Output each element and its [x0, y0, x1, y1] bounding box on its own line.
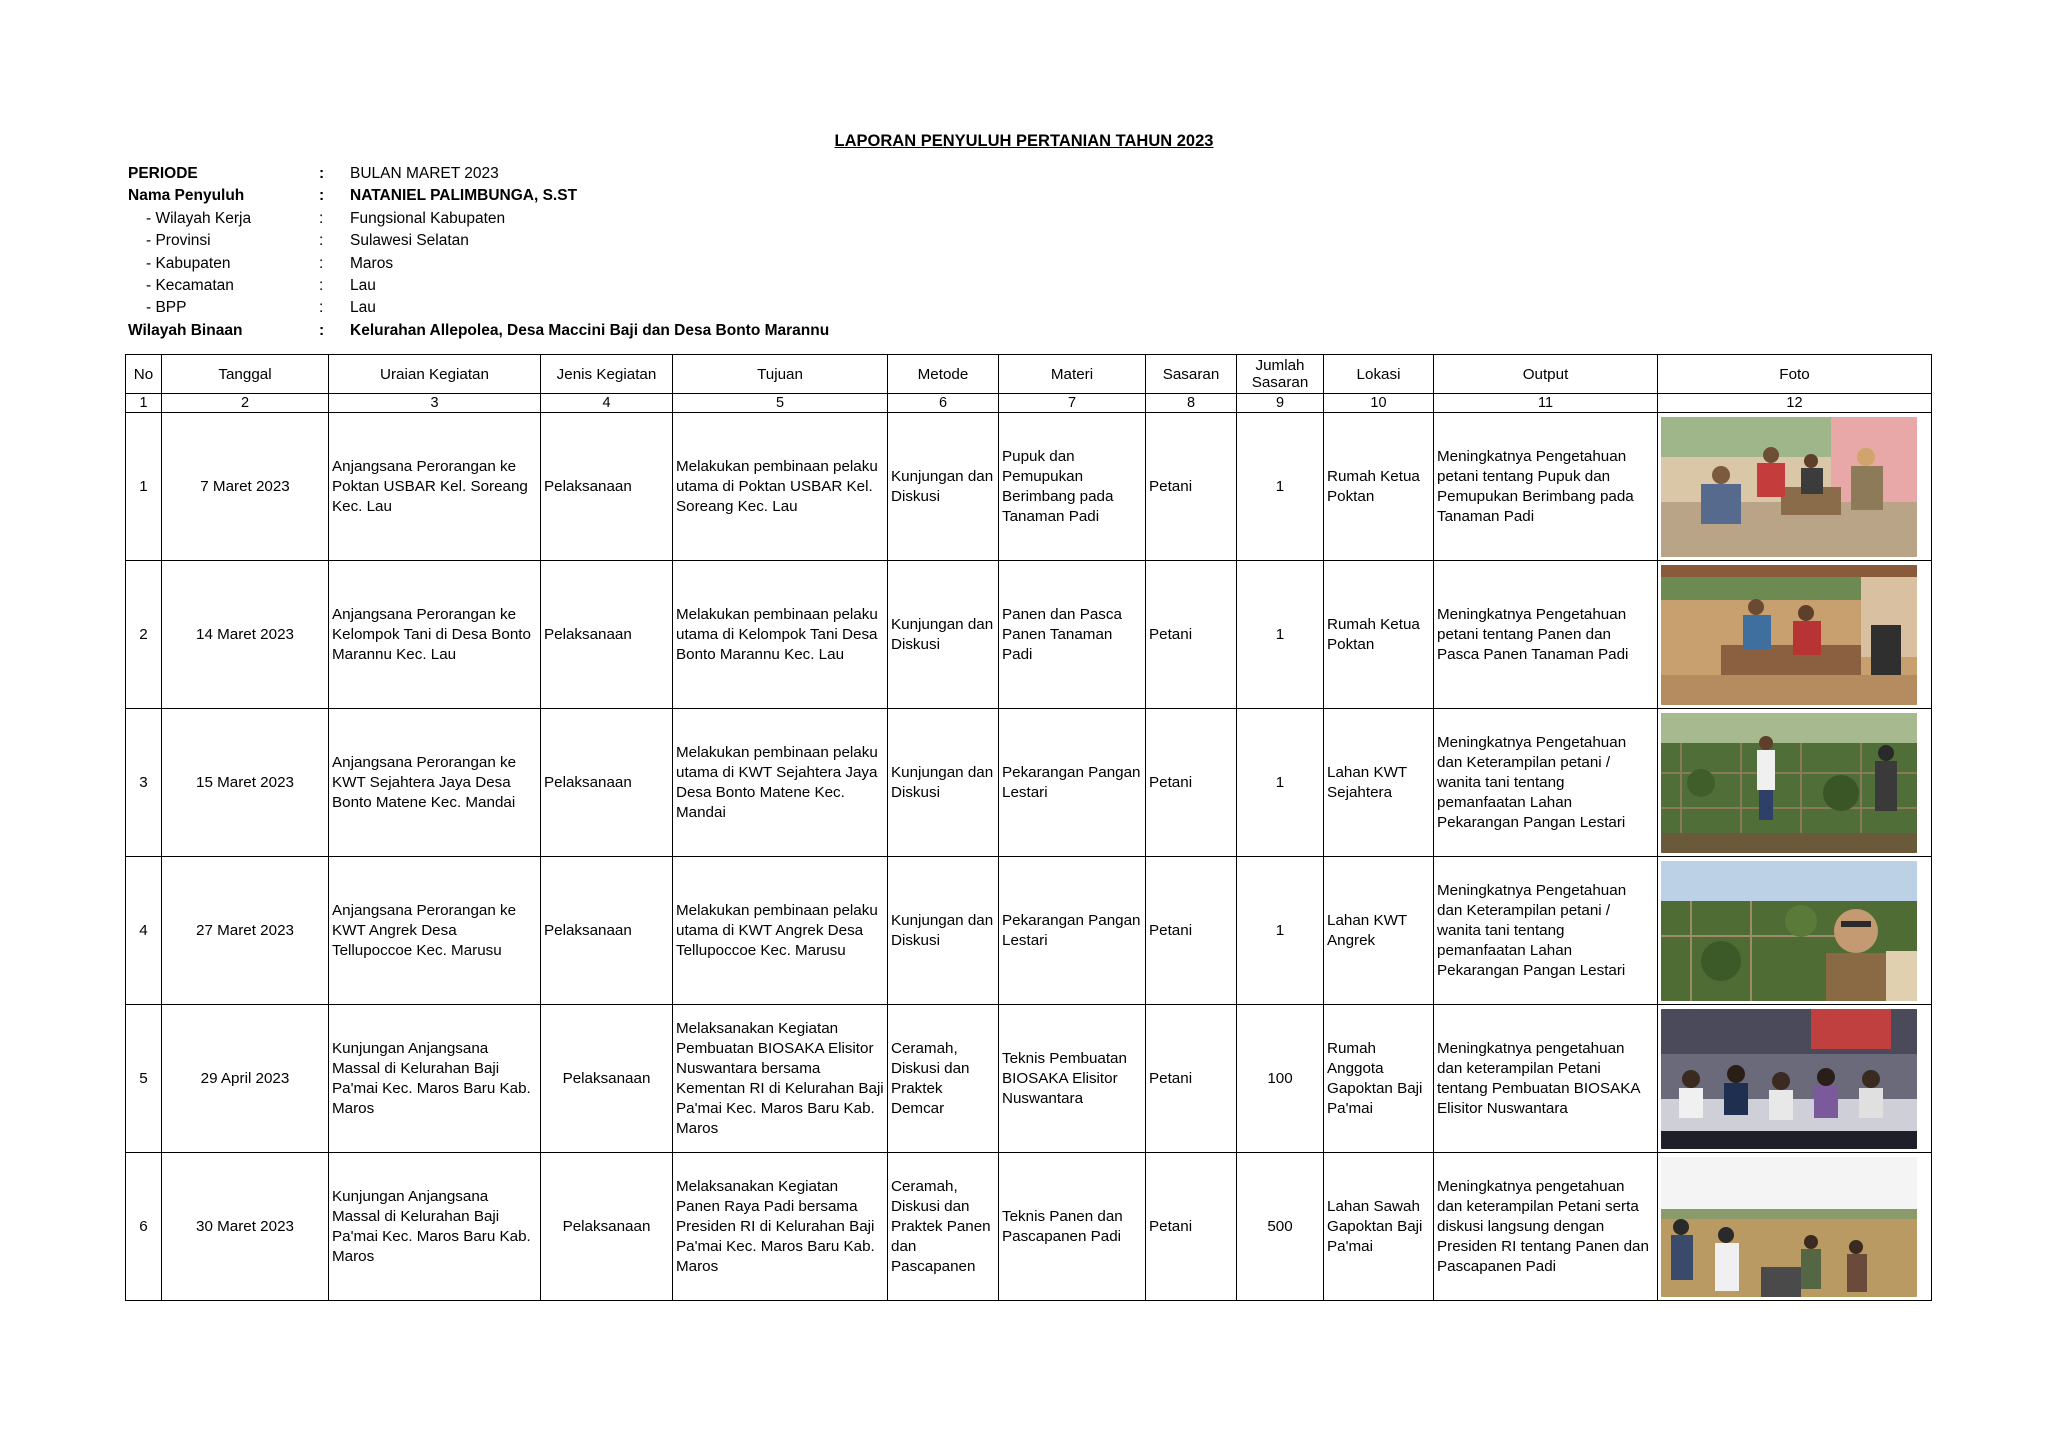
- cell-tujuan: Melakukan pembinaan pelaku utama di Poktan USBAR Kel. Soreang Kec. Lau: [673, 413, 888, 561]
- cell-sasaran: Petani: [1146, 857, 1237, 1005]
- column-number: 12: [1658, 394, 1932, 413]
- activity-photo: [1661, 861, 1917, 1001]
- cell-metode: Kunjungan dan Diskusi: [888, 561, 999, 709]
- cell-foto: [1658, 561, 1932, 709]
- cell-jumlah: 500: [1237, 1153, 1324, 1301]
- meta-label: PERIODE: [128, 165, 198, 182]
- cell-metode: Kunjungan dan Diskusi: [888, 857, 999, 1005]
- cell-foto: [1658, 1153, 1932, 1301]
- cell-sasaran: Petani: [1146, 709, 1237, 857]
- report-title: LAPORAN PENYULUH PERTANIAN TAHUN 2023: [834, 132, 1214, 150]
- column-header: Metode: [888, 355, 999, 394]
- cell-no: 1: [126, 413, 162, 561]
- meta-label: Nama Penyuluh: [128, 187, 245, 205]
- column-number: 7: [999, 394, 1146, 413]
- cell-metode: Ceramah, Diskusi dan Praktek Demcar: [888, 1005, 999, 1153]
- cell-lokasi: Lahan KWT Angrek: [1324, 857, 1434, 1005]
- cell-materi: Panen dan Pasca Panen Tanaman Padi: [999, 561, 1146, 709]
- cell-output: Meningkatnya Pengetahuan petani tentang Panen dan Pasca Panen Tanaman Padi: [1434, 561, 1658, 709]
- activity-photo: [1661, 417, 1917, 557]
- cell-tujuan: Melaksanakan Kegiatan Pembuatan BIOSAKA Elisitor Nuswantara bersama Kementan RI di Kelurahan Baji Pa'mai Kec. Maros Baru Kab. Maros: [673, 1005, 888, 1153]
- cell-metode: Kunjungan dan Diskusi: [888, 709, 999, 857]
- column-number: 8: [1146, 394, 1237, 413]
- meta-colon: :: [319, 299, 324, 317]
- cell-lokasi: Lahan Sawah Gapoktan Baji Pa'mai: [1324, 1153, 1434, 1301]
- column-header: No: [126, 355, 162, 394]
- cell-output: Meningkatnya Pengetahuan dan Keterampilan petani / wanita tani tentang pemanfaatan Lahan Pekarangan Pangan Lestari: [1434, 709, 1658, 857]
- cell-uraian: Kunjungan Anjangsana Massal di Kelurahan Baji Pa'mai Kec. Maros Baru Kab. Maros: [329, 1153, 541, 1301]
- cell-tanggal: 30 Maret 2023: [162, 1153, 329, 1301]
- meta-colon: :: [319, 187, 325, 205]
- meta-label: - BPP: [146, 299, 187, 317]
- column-header: Foto: [1658, 355, 1932, 394]
- cell-materi: Pekarangan Pangan Lestari: [999, 857, 1146, 1005]
- cell-tanggal: 7 Maret 2023: [162, 413, 329, 561]
- cell-jumlah: 1: [1237, 857, 1324, 1005]
- cell-jumlah: 1: [1237, 413, 1324, 561]
- table-row: [126, 857, 1932, 1005]
- meta-value: Sulawesi Selatan: [350, 232, 469, 250]
- cell-jumlah: 1: [1237, 561, 1324, 709]
- meta-value: Lau: [350, 299, 376, 317]
- table-row: [126, 709, 1932, 857]
- cell-sasaran: Petani: [1146, 1153, 1237, 1301]
- cell-uraian: Kunjungan Anjangsana Massal di Kelurahan Baji Pa'mai Kec. Maros Baru Kab. Maros: [329, 1005, 541, 1153]
- report-table: [125, 354, 1932, 1301]
- cell-output: Meningkatnya pengetahuan dan keterampilan Petani tentang Pembuatan BIOSAKA Elisitor Nuswantara: [1434, 1005, 1658, 1153]
- cell-sasaran: Petani: [1146, 561, 1237, 709]
- cell-foto: [1658, 709, 1932, 857]
- meta-label: - Kabupaten: [146, 254, 231, 272]
- cell-uraian: Anjangsana Perorangan ke KWT Angrek Desa Tellupoccoe Kec. Marusu: [329, 857, 541, 1005]
- column-header: Sasaran: [1146, 355, 1237, 394]
- column-header: Lokasi: [1324, 355, 1434, 394]
- meta-colon: :: [319, 276, 324, 294]
- cell-jenis: Pelaksanaan: [541, 857, 673, 1005]
- activity-photo: [1661, 713, 1917, 853]
- column-number: 4: [541, 394, 673, 413]
- meta-value: Fungsional Kabupaten: [350, 209, 506, 227]
- activity-photo: [1661, 1009, 1917, 1149]
- column-number: 3: [329, 394, 541, 413]
- cell-metode: Kunjungan dan Diskusi: [888, 413, 999, 561]
- column-header: Tanggal: [162, 355, 329, 394]
- cell-tanggal: 27 Maret 2023: [162, 857, 329, 1005]
- activity-photo: [1661, 1157, 1917, 1297]
- cell-tujuan: Melakukan pembinaan pelaku utama di KWT Angrek Desa Tellupoccoe Kec. Marusu: [673, 857, 888, 1005]
- cell-foto: [1658, 413, 1932, 561]
- cell-output: Meningkatnya Pengetahuan petani tentang Pupuk dan Pemupukan Berimbang pada Tanaman Padi: [1434, 413, 1658, 561]
- cell-tanggal: 15 Maret 2023: [162, 709, 329, 857]
- cell-lokasi: Rumah Anggota Gapoktan Baji Pa'mai: [1324, 1005, 1434, 1153]
- cell-materi: Pupuk dan Pemupukan Berimbang pada Tanaman Padi: [999, 413, 1146, 561]
- cell-jenis: Pelaksanaan: [541, 1005, 673, 1153]
- cell-materi: Teknis Panen dan Pascapanen Padi: [999, 1153, 1146, 1301]
- cell-metode: Ceramah, Diskusi dan Praktek Panen dan Pascapanen: [888, 1153, 999, 1301]
- meta-label: - Kecamatan: [146, 276, 234, 294]
- column-number: 9: [1237, 394, 1324, 413]
- column-number: 6: [888, 394, 999, 413]
- cell-jenis: Pelaksanaan: [541, 413, 673, 561]
- cell-sasaran: Petani: [1146, 413, 1237, 561]
- table-row: [126, 561, 1932, 709]
- cell-tujuan: Melaksanakan Kegiatan Panen Raya Padi bersama Presiden RI di Kelurahan Baji Pa'mai Kec. Maros Baru Kab. Maros: [673, 1153, 888, 1301]
- column-number: 2: [162, 394, 329, 413]
- meta-value: Kelurahan Allepolea, Desa Maccini Baji dan Desa Bonto Marannu: [350, 321, 830, 339]
- cell-tujuan: Melakukan pembinaan pelaku utama di KWT Sejahtera Jaya Desa Bonto Matene Kec. Mandai: [673, 709, 888, 857]
- cell-jenis: Pelaksanaan: [541, 561, 673, 709]
- cell-jenis: Pelaksanaan: [541, 1153, 673, 1301]
- meta-value: BULAN MARET 2023: [350, 165, 499, 182]
- cell-sasaran: Petani: [1146, 1005, 1237, 1153]
- header-row: [126, 355, 1932, 394]
- meta-value: NATANIEL PALIMBUNGA, S.ST: [350, 187, 578, 205]
- column-header: Tujuan: [673, 355, 888, 394]
- cell-materi: Teknis Pembuatan BIOSAKA Elisitor Nuswantara: [999, 1005, 1146, 1153]
- table-row: [126, 1005, 1932, 1153]
- cell-lokasi: Rumah Ketua Poktan: [1324, 413, 1434, 561]
- activity-photo: [1661, 565, 1917, 705]
- column-header: Output: [1434, 355, 1658, 394]
- cell-output: Meningkatnya Pengetahuan dan Keterampilan petani / wanita tani tentang pemanfaatan Lahan Pekarangan Pangan Lestari: [1434, 857, 1658, 1005]
- column-number: 1: [126, 394, 162, 413]
- table-row: [126, 1153, 1932, 1301]
- meta-label: - Provinsi: [146, 232, 211, 250]
- meta-colon: :: [319, 165, 325, 182]
- cell-no: 6: [126, 1153, 162, 1301]
- column-number: 11: [1434, 394, 1658, 413]
- column-header: Uraian Kegiatan: [329, 355, 541, 394]
- cell-output: Meningkatnya pengetahuan dan keterampilan Petani serta diskusi langsung dengan Presiden RI tentang Panen dan Pascapanen Padi: [1434, 1153, 1658, 1301]
- cell-tujuan: Melakukan pembinaan pelaku utama di Kelompok Tani Desa Bonto Marannu Kec. Lau: [673, 561, 888, 709]
- cell-jenis: Pelaksanaan: [541, 709, 673, 857]
- meta-colon: :: [319, 232, 324, 250]
- column-header: Materi: [999, 355, 1146, 394]
- column-number: 5: [673, 394, 888, 413]
- meta-colon: :: [319, 254, 324, 272]
- cell-materi: Pekarangan Pangan Lestari: [999, 709, 1146, 857]
- meta-value: Lau: [350, 276, 376, 294]
- meta-colon: :: [319, 209, 324, 227]
- cell-lokasi: Rumah Ketua Poktan: [1324, 561, 1434, 709]
- cell-tanggal: 29 April 2023: [162, 1005, 329, 1153]
- cell-no: 3: [126, 709, 162, 857]
- cell-foto: [1658, 1005, 1932, 1153]
- cell-no: 4: [126, 857, 162, 1005]
- meta-value: Maros: [350, 254, 394, 272]
- meta-label: Wilayah Binaan: [128, 321, 243, 339]
- cell-no: 5: [126, 1005, 162, 1153]
- cell-uraian: Anjangsana Perorangan ke Kelompok Tani di Desa Bonto Marannu Kec. Lau: [329, 561, 541, 709]
- meta-colon: :: [319, 321, 325, 339]
- column-header: Jenis Kegiatan: [541, 355, 673, 394]
- cell-jumlah: 100: [1237, 1005, 1324, 1153]
- cell-jumlah: 1: [1237, 709, 1324, 857]
- cell-no: 2: [126, 561, 162, 709]
- column-header: Jumlah Sasaran: [1237, 355, 1324, 394]
- meta-label: - Wilayah Kerja: [146, 209, 252, 227]
- table-row: [126, 413, 1932, 561]
- column-number-row: [126, 394, 1932, 413]
- cell-uraian: Anjangsana Perorangan ke KWT Sejahtera Jaya Desa Bonto Matene Kec. Mandai: [329, 709, 541, 857]
- cell-tanggal: 14 Maret 2023: [162, 561, 329, 709]
- cell-lokasi: Lahan KWT Sejahtera: [1324, 709, 1434, 857]
- cell-foto: [1658, 857, 1932, 1005]
- column-number: 10: [1324, 394, 1434, 413]
- cell-uraian: Anjangsana Perorangan ke Poktan USBAR Kel. Soreang Kec. Lau: [329, 413, 541, 561]
